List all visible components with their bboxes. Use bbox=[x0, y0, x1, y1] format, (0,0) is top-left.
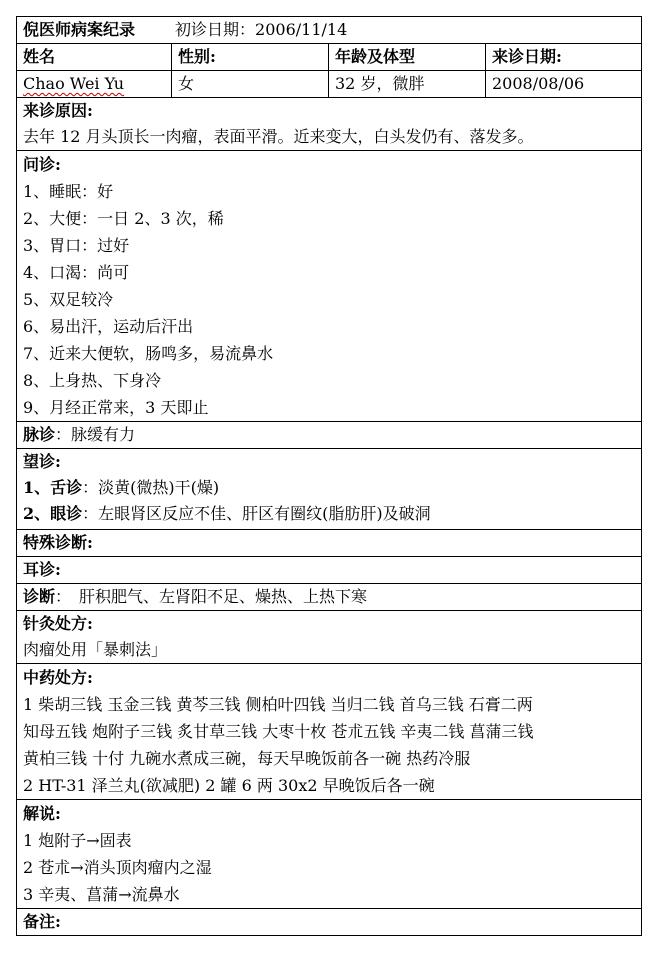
eye-diagnosis bbox=[23, 501, 635, 527]
herbal-line: 2 HT-31 泽兰丸(欲减肥) 2 罐 6 两 30x2 早晚饭后各一碗 bbox=[23, 776, 435, 795]
inquiry-item: 4、口渴：尚可 bbox=[23, 263, 130, 282]
herbal-row bbox=[17, 664, 642, 800]
explanation-line: 1 炮附子→固表 bbox=[23, 831, 132, 850]
medical-record-page bbox=[16, 16, 641, 936]
explanation-row bbox=[17, 800, 642, 909]
special-row bbox=[17, 530, 642, 557]
title-row bbox=[17, 17, 642, 44]
tongue-label: 1、舌诊 bbox=[23, 478, 83, 497]
inquiry-item: 6、易出汗，运动后汗出 bbox=[23, 317, 194, 336]
remarks-label: 备注: bbox=[17, 909, 642, 936]
explanation-line: 3 辛夷、菖蒲→流鼻水 bbox=[23, 885, 180, 904]
patient-value-row bbox=[17, 71, 642, 98]
herbal-label: 中药处方: bbox=[23, 668, 93, 687]
reason-row bbox=[17, 98, 642, 151]
inquiry-item: 8、上身热、下身冷 bbox=[23, 371, 162, 390]
inquiry-item: 7、近来大便软，肠鸣多，易流鼻水 bbox=[23, 344, 274, 363]
eye-text: ：左眼肾区反应不佳、肝区有圈纹(脂肪肝)及破洞 bbox=[82, 504, 431, 523]
reason-text: 去年 12 月头顶长一肉瘤，表面平滑。近来变大，白头发仍有、落发多。 bbox=[23, 127, 534, 146]
pulse-row bbox=[17, 422, 642, 449]
ear-row bbox=[17, 557, 642, 584]
patient-visit-date: 2008/08/06 bbox=[486, 71, 642, 98]
tongue-text: ：淡黄(微热)干(燥) bbox=[82, 478, 220, 497]
first-visit-date: 2006/11/14 bbox=[255, 20, 348, 39]
observation-row bbox=[17, 449, 642, 530]
patient-name: Chao Wei Yu bbox=[23, 74, 125, 93]
inquiry-label: 问诊: bbox=[23, 155, 61, 174]
diagnosis-label: 诊断 bbox=[23, 587, 56, 606]
acupuncture-label: 针灸处方: bbox=[23, 614, 93, 633]
inquiry-item: 3、胃口：过好 bbox=[23, 236, 130, 255]
patient-gender: 女 bbox=[172, 71, 329, 98]
acupuncture-text: 肉瘤处用「暴刺法」 bbox=[23, 640, 168, 659]
gender-label: 性别: bbox=[172, 44, 329, 71]
medical-record-table bbox=[16, 16, 642, 936]
explanation-label: 解说: bbox=[23, 804, 61, 823]
patient-age-body: 32 岁，微胖 bbox=[329, 71, 486, 98]
inquiry-item: 5、双足较冷 bbox=[23, 290, 114, 309]
inquiry-row bbox=[17, 151, 642, 422]
diagnosis-text: ： 肝积肥气、左肾阳不足、燥热、上热下寒 bbox=[55, 587, 368, 606]
age-label: 年龄及体型 bbox=[329, 44, 486, 71]
herbal-line: 黄柏三钱 十付 九碗水煮成三碗，每天早晚饭前各一碗 热药冷服 bbox=[23, 749, 471, 768]
special-label: 特殊诊断: bbox=[17, 530, 642, 557]
inquiry-item: 2、大便：一日 2、3 次，稀 bbox=[23, 209, 224, 228]
pulse-label: 脉诊 bbox=[23, 425, 56, 444]
diagnosis-row bbox=[17, 584, 642, 611]
name-label: 姓名 bbox=[17, 44, 172, 71]
patient-header-row bbox=[17, 44, 642, 71]
inquiry-item: 1、睡眠：好 bbox=[23, 182, 114, 201]
observation-label: 望诊: bbox=[23, 452, 61, 471]
pulse-text: ：脉缓有力 bbox=[55, 425, 136, 444]
tongue-diagnosis bbox=[23, 475, 635, 501]
record-title: 倪医师病案纪录 bbox=[23, 20, 136, 39]
ear-label: 耳诊: bbox=[17, 557, 642, 584]
herbal-line: 知母五钱 炮附子三钱 炙甘草三钱 大枣十枚 苍朮五钱 辛夷二钱 菖蒲三钱 bbox=[23, 722, 534, 741]
visit-date-label: 来诊日期: bbox=[486, 44, 642, 71]
eye-label: 2、眼诊 bbox=[23, 504, 83, 523]
inquiry-item: 9、月经正常来，3 天即止 bbox=[23, 398, 209, 417]
herbal-line: 1 柴胡三钱 玉金三钱 黄芩三钱 侧柏叶四钱 当归二钱 首乌三钱 石膏二两 bbox=[23, 695, 533, 714]
first-visit-label: 初诊日期： bbox=[175, 20, 256, 39]
acupuncture-row bbox=[17, 611, 642, 664]
remarks-row bbox=[17, 909, 642, 936]
name-cell bbox=[17, 71, 172, 98]
reason-label: 来诊原因: bbox=[23, 101, 93, 120]
explanation-line: 2 苍朮→消头顶肉瘤内之湿 bbox=[23, 858, 212, 877]
